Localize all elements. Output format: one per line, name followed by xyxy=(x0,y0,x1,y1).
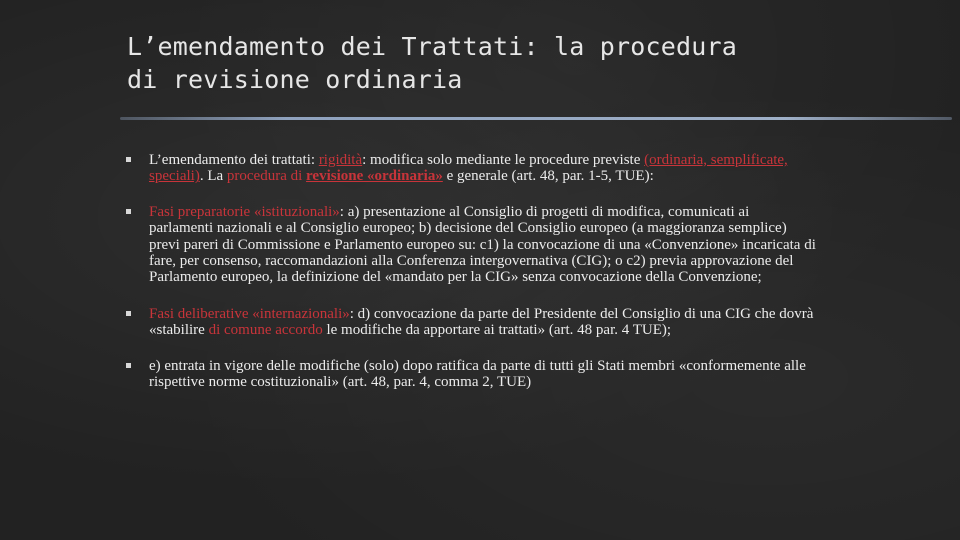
highlight-deliberative-phases: Fasi deliberative «internazionali» xyxy=(149,305,350,322)
text-span: : modifica solo mediante le procedure previste xyxy=(362,152,645,168)
text-span: : a) presentazione al Consiglio di progetti di modifica, comunicati ai parlamenti nazionali e al Consiglio europeo; b) decisione del Consiglio europeo (a maggioranza semplice) previ pareri di Commissione e Parlamento europeo su: c1) la convocazione di una «Convenzione» incaricata di fare, per consenso, raccomandazioni alla Conferenza intergovernativa (CIG); o c2) previa approvazione del Parlamento europeo, la definizione del «mandato per la CIG» senza convocazione della Convenzione; xyxy=(149,203,816,286)
text-span: le modifiche da apportare ai trattati» (art. 48 par. 4 TUE); xyxy=(322,322,672,339)
text-span: e generale (art. 48, par. 1-5, TUE): xyxy=(442,168,654,185)
text-span: L’emendamento dei trattati: xyxy=(149,152,319,168)
square-bullet-icon xyxy=(126,311,131,316)
square-bullet-icon xyxy=(126,363,131,368)
bullet-text xyxy=(149,306,813,338)
text-span: . La xyxy=(199,168,227,185)
bullet-item-preparatory-phases xyxy=(126,204,816,286)
bullet-item-deliberative-phases xyxy=(126,306,816,339)
square-bullet-icon xyxy=(126,209,131,214)
text-span: e) entrata in vigore delle modifiche (solo) dopo ratifica da parte di tutti gli Stati membri «conformemente alle rispettive norme costituzionali» (art. 48, par. 4, comma 2, TUE) xyxy=(149,357,806,391)
highlight-rigidity: rigidità xyxy=(318,152,363,168)
slide-title xyxy=(127,30,927,96)
highlight-ordinary-revision: revisione «ordinaria» xyxy=(306,168,443,185)
highlight-procedure: procedura di xyxy=(226,168,307,185)
bullet-text xyxy=(149,358,806,390)
bullet-item-entry-into-force xyxy=(126,358,816,391)
bullet-text xyxy=(149,152,788,184)
highlight-common-accord: di comune accordo xyxy=(208,322,323,339)
title-line-1: L’emendamento dei Trattati: la procedura xyxy=(127,32,738,61)
bullet-text xyxy=(149,204,816,286)
highlight-procedure-types: (ordinaria, semplificate, speciali) xyxy=(149,152,788,185)
title-divider xyxy=(120,117,952,120)
text-span: : d) convocazione da parte del Presidente del Consiglio di una CIG che dovrà «stabilire xyxy=(149,305,814,339)
square-bullet-icon xyxy=(126,157,131,162)
highlight-preparatory-phases: Fasi preparatorie «istituzionali» xyxy=(149,203,340,220)
bullet-list xyxy=(126,152,816,409)
bullet-item-rigidity xyxy=(126,152,816,185)
title-line-2: di revisione ordinaria xyxy=(127,65,463,94)
